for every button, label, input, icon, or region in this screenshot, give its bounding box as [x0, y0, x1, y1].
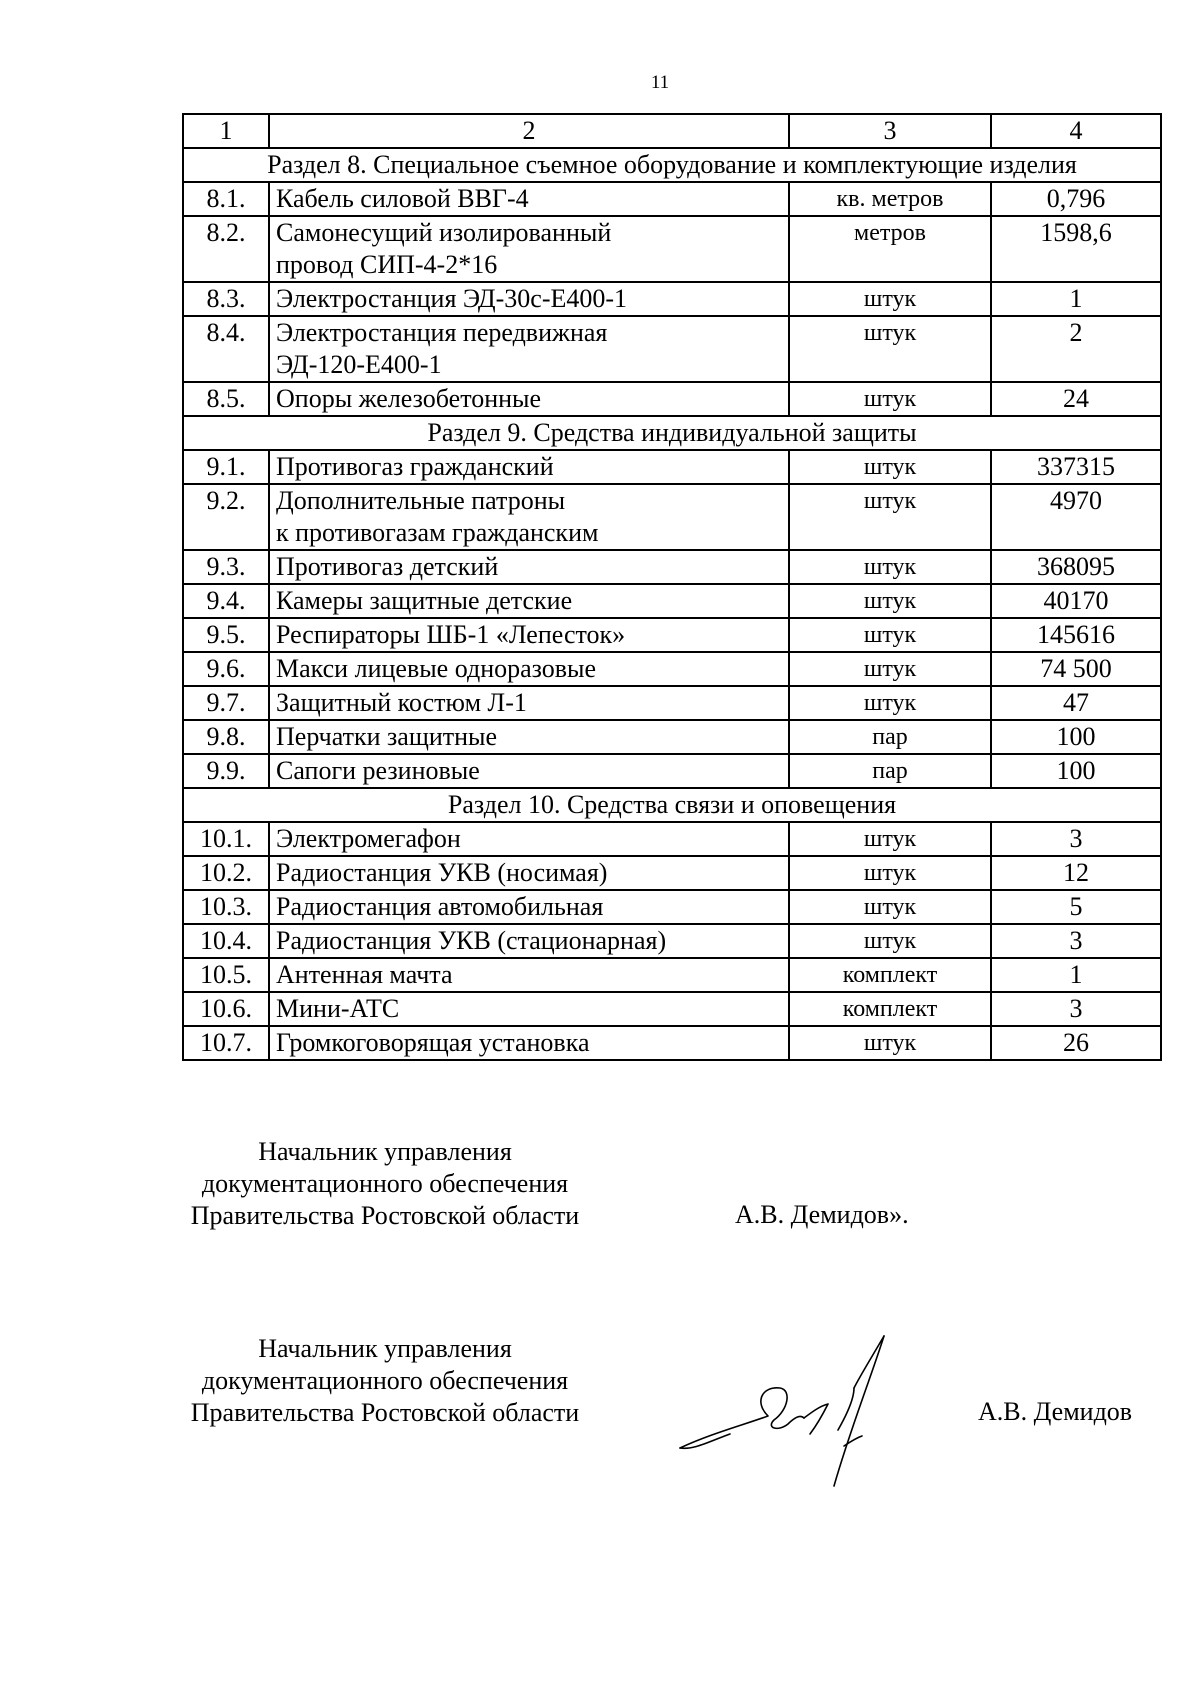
- row-number: 9.5.: [183, 618, 269, 652]
- item-name-cell: [269, 584, 789, 618]
- row-number: 8.4.: [183, 316, 269, 382]
- position-line: Правительства Ростовской области: [190, 1398, 580, 1427]
- table-row: [183, 1026, 1161, 1060]
- row-number: 10.3.: [183, 890, 269, 924]
- item-unit: пар: [789, 720, 991, 754]
- item-unit: метров: [789, 216, 991, 282]
- item-name-cell: [269, 450, 789, 484]
- row-number: 9.1.: [183, 450, 269, 484]
- item-quantity: 3: [991, 924, 1161, 958]
- item-quantity: 3: [991, 822, 1161, 856]
- item-name: Противогаз детский: [276, 552, 499, 581]
- item-name: Электромегафон: [276, 824, 461, 853]
- row-number: 10.6.: [183, 992, 269, 1026]
- table-row: [183, 822, 1161, 856]
- item-name: Защитный костюм Л-1: [276, 688, 527, 717]
- item-quantity: 100: [991, 754, 1161, 788]
- signoff-position-1: [150, 1136, 620, 1232]
- section-header-row: [183, 416, 1161, 450]
- table-row: [183, 484, 1161, 550]
- page-number: 11: [650, 72, 670, 93]
- section-header-row: [183, 788, 1161, 822]
- item-quantity: 4970: [991, 484, 1161, 550]
- table-row: [183, 618, 1161, 652]
- row-number: 10.1.: [183, 822, 269, 856]
- row-number: 9.6.: [183, 652, 269, 686]
- position-line: Начальник управления: [258, 1334, 512, 1363]
- item-name-cell: [269, 282, 789, 316]
- item-quantity: 5: [991, 890, 1161, 924]
- item-quantity: 3: [991, 992, 1161, 1026]
- table-row: [183, 382, 1161, 416]
- table-header-row: [183, 114, 1161, 148]
- table-row: [183, 958, 1161, 992]
- item-unit: штук: [789, 450, 991, 484]
- item-name-cell: [269, 686, 789, 720]
- item-unit: штук: [789, 484, 991, 550]
- item-name: Противогаз гражданский: [276, 452, 554, 481]
- item-name: Самонесущий изолированный: [276, 218, 612, 247]
- header-col-1: 1: [183, 114, 269, 148]
- item-quantity: 1: [991, 958, 1161, 992]
- item-name: Электростанция ЭД-30с-Е400-1: [276, 284, 628, 313]
- item-name-cell: [269, 550, 789, 584]
- item-quantity: 74 500: [991, 652, 1161, 686]
- item-name: Респираторы ШБ-1 «Лепесток»: [276, 620, 626, 649]
- table-row: [183, 550, 1161, 584]
- item-unit: штук: [789, 652, 991, 686]
- item-quantity: 1598,6: [991, 216, 1161, 282]
- item-name: Радиостанция УКВ (стационарная): [276, 926, 667, 955]
- row-number: 9.8.: [183, 720, 269, 754]
- item-unit: комплект: [789, 992, 991, 1026]
- position-line: Правительства Ростовской области: [190, 1201, 580, 1230]
- item-unit: штук: [789, 822, 991, 856]
- table-row: [183, 890, 1161, 924]
- row-number: 9.7.: [183, 686, 269, 720]
- item-name: Макси лицевые одноразовые: [276, 654, 597, 683]
- item-unit: кв. метров: [789, 182, 991, 216]
- position-line: документационного обеспечения: [201, 1169, 569, 1198]
- item-name-cell: [269, 182, 789, 216]
- row-number: 9.4.: [183, 584, 269, 618]
- item-quantity: 12: [991, 856, 1161, 890]
- item-quantity: 26: [991, 1026, 1161, 1060]
- item-unit: комплект: [789, 958, 991, 992]
- row-number: 9.2.: [183, 484, 269, 550]
- item-name-cell: [269, 316, 789, 382]
- item-quantity: 337315: [991, 450, 1161, 484]
- item-quantity: 2: [991, 316, 1161, 382]
- item-unit: штук: [789, 282, 991, 316]
- item-name: Громкоговорящая установка: [276, 1028, 590, 1057]
- handwritten-signature: [670, 1330, 970, 1500]
- row-number: 9.9.: [183, 754, 269, 788]
- signoff-name-2: А.В. Демидов: [978, 1397, 1133, 1426]
- item-name-cell: [269, 484, 789, 550]
- row-number: 8.3.: [183, 282, 269, 316]
- section-title: Раздел 8. Специальное съемное оборудование и комплектующие изделия: [183, 148, 1161, 182]
- item-unit: штук: [789, 382, 991, 416]
- item-unit: пар: [789, 754, 991, 788]
- item-name-cell: [269, 890, 789, 924]
- item-name-cell: [269, 720, 789, 754]
- table-row: [183, 316, 1161, 382]
- item-quantity: 368095: [991, 550, 1161, 584]
- item-name: Радиостанция УКВ (носимая): [276, 858, 608, 887]
- item-name: Мини-АТС: [276, 994, 400, 1023]
- item-quantity: 0,796: [991, 182, 1161, 216]
- item-name-cell: [269, 216, 789, 282]
- table-row: [183, 856, 1161, 890]
- header-col-3: 3: [789, 114, 991, 148]
- item-unit: штук: [789, 686, 991, 720]
- item-quantity: 47: [991, 686, 1161, 720]
- position-line: Начальник управления: [258, 1137, 512, 1166]
- header-col-2: 2: [269, 114, 789, 148]
- table-row: [183, 282, 1161, 316]
- item-name: Дополнительные патроны: [276, 486, 566, 515]
- position-line: документационного обеспечения: [201, 1366, 569, 1395]
- item-name-cell: [269, 652, 789, 686]
- signoff-position-2: [150, 1333, 620, 1429]
- row-number: 8.2.: [183, 216, 269, 282]
- item-name-continued: к противогазам гражданским: [276, 518, 599, 547]
- table-row: [183, 686, 1161, 720]
- section-header-row: [183, 148, 1161, 182]
- item-name: Камеры защитные детские: [276, 586, 573, 615]
- row-number: 9.3.: [183, 550, 269, 584]
- item-name: Электростанция передвижная: [276, 318, 608, 347]
- item-name-continued: провод СИП-4-2*16: [276, 250, 498, 279]
- row-number: 8.1.: [183, 182, 269, 216]
- row-number: 10.7.: [183, 1026, 269, 1060]
- item-name: Антенная мачта: [276, 960, 453, 989]
- table-row: [183, 924, 1161, 958]
- table-row: [183, 450, 1161, 484]
- table-row: [183, 182, 1161, 216]
- item-name-cell: [269, 618, 789, 652]
- item-name-cell: [269, 1026, 789, 1060]
- signoff-name-1: А.В. Демидов».: [735, 1200, 909, 1229]
- item-quantity: 40170: [991, 584, 1161, 618]
- table-row: [183, 754, 1161, 788]
- row-number: 10.5.: [183, 958, 269, 992]
- table-row: [183, 584, 1161, 618]
- item-quantity: 1: [991, 282, 1161, 316]
- row-number: 10.2.: [183, 856, 269, 890]
- row-number: 8.5.: [183, 382, 269, 416]
- item-unit: штук: [789, 924, 991, 958]
- item-name-cell: [269, 958, 789, 992]
- item-name: Опоры железобетонные: [276, 384, 542, 413]
- item-name-cell: [269, 382, 789, 416]
- item-name: Сапоги резиновые: [276, 756, 480, 785]
- item-unit: штук: [789, 890, 991, 924]
- item-name: Кабель силовой ВВГ-4: [276, 184, 529, 213]
- equipment-table: [182, 113, 1162, 1061]
- item-name-cell: [269, 822, 789, 856]
- item-name: Радиостанция автомобильная: [276, 892, 604, 921]
- item-unit: штук: [789, 618, 991, 652]
- item-name-cell: [269, 992, 789, 1026]
- item-name-cell: [269, 924, 789, 958]
- table-row: [183, 216, 1161, 282]
- table-row: [183, 992, 1161, 1026]
- item-quantity: 24: [991, 382, 1161, 416]
- item-unit: штук: [789, 316, 991, 382]
- item-unit: штук: [789, 1026, 991, 1060]
- item-name-cell: [269, 754, 789, 788]
- item-quantity: 145616: [991, 618, 1161, 652]
- table-row: [183, 652, 1161, 686]
- item-unit: штук: [789, 550, 991, 584]
- header-col-4: 4: [991, 114, 1161, 148]
- item-unit: штук: [789, 584, 991, 618]
- item-unit: штук: [789, 856, 991, 890]
- section-title: Раздел 10. Средства связи и оповещения: [183, 788, 1161, 822]
- row-number: 10.4.: [183, 924, 269, 958]
- item-name-cell: [269, 856, 789, 890]
- item-name: Перчатки защитные: [276, 722, 498, 751]
- table-row: [183, 720, 1161, 754]
- section-title: Раздел 9. Средства индивидуальной защиты: [183, 416, 1161, 450]
- item-quantity: 100: [991, 720, 1161, 754]
- item-name-continued: ЭД-120-Е400-1: [276, 350, 442, 379]
